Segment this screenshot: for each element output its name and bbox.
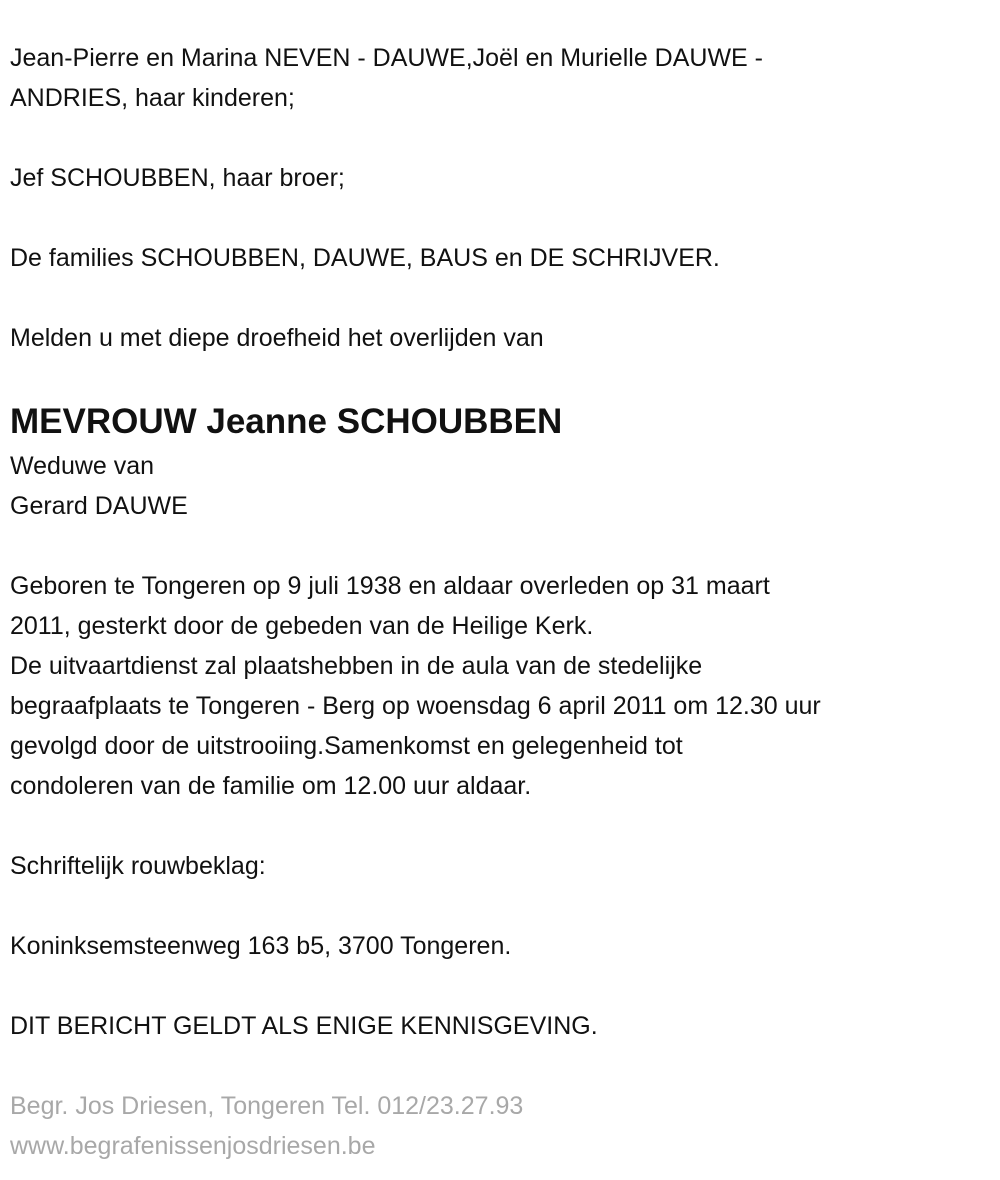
children-line-1: Jean-Pierre en Marina NEVEN - DAUWE,Joël en Murielle DAUWE - (10, 44, 763, 72)
details-line: 2011, gesterkt door de gebeden van de Heilige Kerk. (10, 612, 594, 640)
announcement: Melden u met diepe droefheid het overlijden van (10, 324, 544, 352)
details-line: Geboren te Tongeren op 9 juli 1938 en aldaar overleden op 31 maart (10, 572, 770, 600)
details-line: begraafplaats te Tongeren - Berg op woensdag 6 april 2011 om 12.30 uur (10, 692, 821, 720)
details-line: gevolgd door de uitstrooiing.Samenkomst en gelegenheid tot (10, 732, 683, 760)
families-line: De families SCHOUBBEN, DAUWE, BAUS en DE SCHRIJVER. (10, 244, 720, 272)
details-line: De uitvaartdienst zal plaatshebben in de aula van de stedelijke (10, 652, 703, 680)
condolences-label: Schriftelijk rouwbeklag: (10, 852, 266, 880)
widow-of-label: Weduwe van (10, 452, 155, 480)
deceased-name: MEVROUW Jeanne SCHOUBBEN (10, 402, 563, 441)
undertaker-website[interactable]: www.begrafenissenjosdriesen.be (10, 1132, 376, 1160)
brother-line: Jef SCHOUBBEN, haar broer; (10, 164, 345, 192)
undertaker-info: Begr. Jos Driesen, Tongeren Tel. 012/23.27.93 (10, 1092, 524, 1120)
notice: DIT BERICHT GELDT ALS ENIGE KENNISGEVING. (10, 1012, 598, 1040)
details-line: condoleren van de familie om 12.00 uur aldaar. (10, 772, 532, 800)
spouse-name: Gerard DAUWE (10, 492, 188, 520)
children-line-2: ANDRIES, haar kinderen; (10, 84, 295, 112)
address: Koninksemsteenweg 163 b5, 3700 Tongeren. (10, 932, 512, 960)
obituary-document (10, 38, 995, 1166)
